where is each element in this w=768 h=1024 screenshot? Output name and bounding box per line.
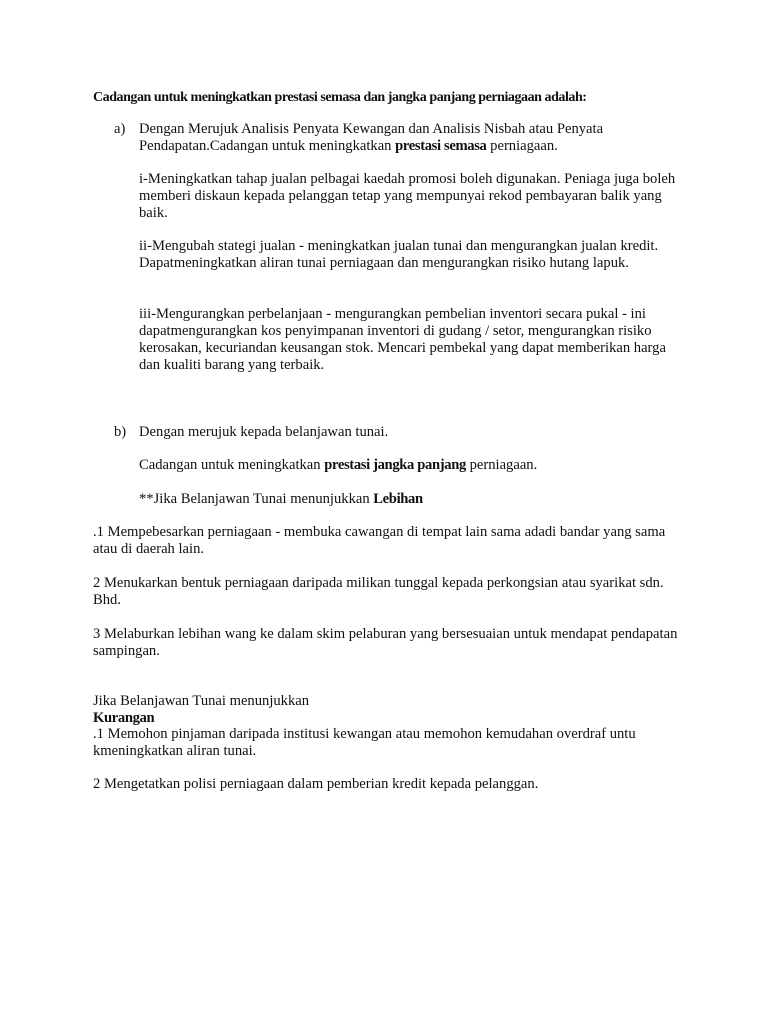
page-heading: Cadangan untuk meningkatkan prestasi semasa dan jangka panjang perniagaan adalah:	[93, 90, 587, 105]
section-a-intro-bold: prestasi semasa	[395, 138, 487, 154]
section-a-intro-suffix: perniagaan.	[486, 138, 558, 154]
section-b-line2-suffix: perniagaan.	[465, 457, 538, 473]
section-b-surplus-text: **Jika Belanjawan Tunai menunjukkan	[139, 491, 374, 507]
section-b-line2-bold: prestasi jangka panjang	[324, 457, 466, 473]
section-b-marker: b)	[114, 424, 127, 440]
deficit-intro: Jika Belanjawan Tunai menunjukkan	[93, 693, 310, 709]
section-b-line2-text: Cadangan untuk meningkatkan	[139, 457, 325, 473]
section-a-item-1: i-Meningkatkan tahap jualan pelbagai kaedah promosi boleh digunakan. Peniaga juga boleh memberi diskaun kepada pelanggan tetap yang mempunyai rekod pembayaran balik yang baik.	[139, 171, 676, 221]
section-b-surplus-line	[139, 491, 679, 508]
deficit-item-1: .1 Memohon pinjaman daripada institusi kewangan atau memohon kemudahan overdraf untu kmeningkatkan aliran tunai.	[93, 726, 636, 759]
section-b-line2	[139, 457, 679, 474]
section-b-surplus-bold: Lebihan	[373, 491, 423, 507]
section-a-intro	[139, 121, 679, 155]
section-a-item-2: ii-Mengubah stategi jualan - meningkatkan jualan tunai dan mengurangkan jualan kredit. Dapatmeningkatkan aliran tunai perniagaan dan mengurangkan risiko hutang lapuk.	[139, 238, 659, 271]
section-a-intro-text: Dengan Merujuk Analisis Penyata Kewangan dan Analisis Nisbah atau Penyata Pendapatan.Cadangan untuk meningkatkan	[139, 121, 604, 154]
section-a-item-3: iii-Mengurangkan perbelanjaan - mengurangkan pembelian inventori secara pukal - ini dapatmengurangkan kos penyimpanan inventori di gudang / setor, mengurangkan risiko kerosakan, kecuriandan keusangan stok. Mencari pembekal yang dapat memberikan harga dan kualiti barang yang terbaik.	[139, 306, 666, 373]
surplus-item-1: .1 Mempebesarkan perniagaan - membuka cawangan di tempat lain sama adadi bandar yang sama atau di daerah lain.	[93, 524, 666, 557]
section-b-intro: Dengan merujuk kepada belanjawan tunai.	[139, 424, 389, 440]
section-a-marker: a)	[114, 121, 126, 137]
surplus-item-3: 3 Melaburkan lebihan wang ke dalam skim pelaburan yang bersesuaian untuk mendapat pendapatan sampingan.	[93, 626, 678, 659]
surplus-item-2: 2 Menukarkan bentuk perniagaan daripada milikan tunggal kepada perkongsian atau syarikat sdn. Bhd.	[93, 575, 664, 608]
deficit-item-2: 2 Mengetatkan polisi perniagaan dalam pemberian kredit kepada pelanggan.	[93, 776, 539, 792]
deficit-label: Kurangan	[93, 710, 155, 726]
